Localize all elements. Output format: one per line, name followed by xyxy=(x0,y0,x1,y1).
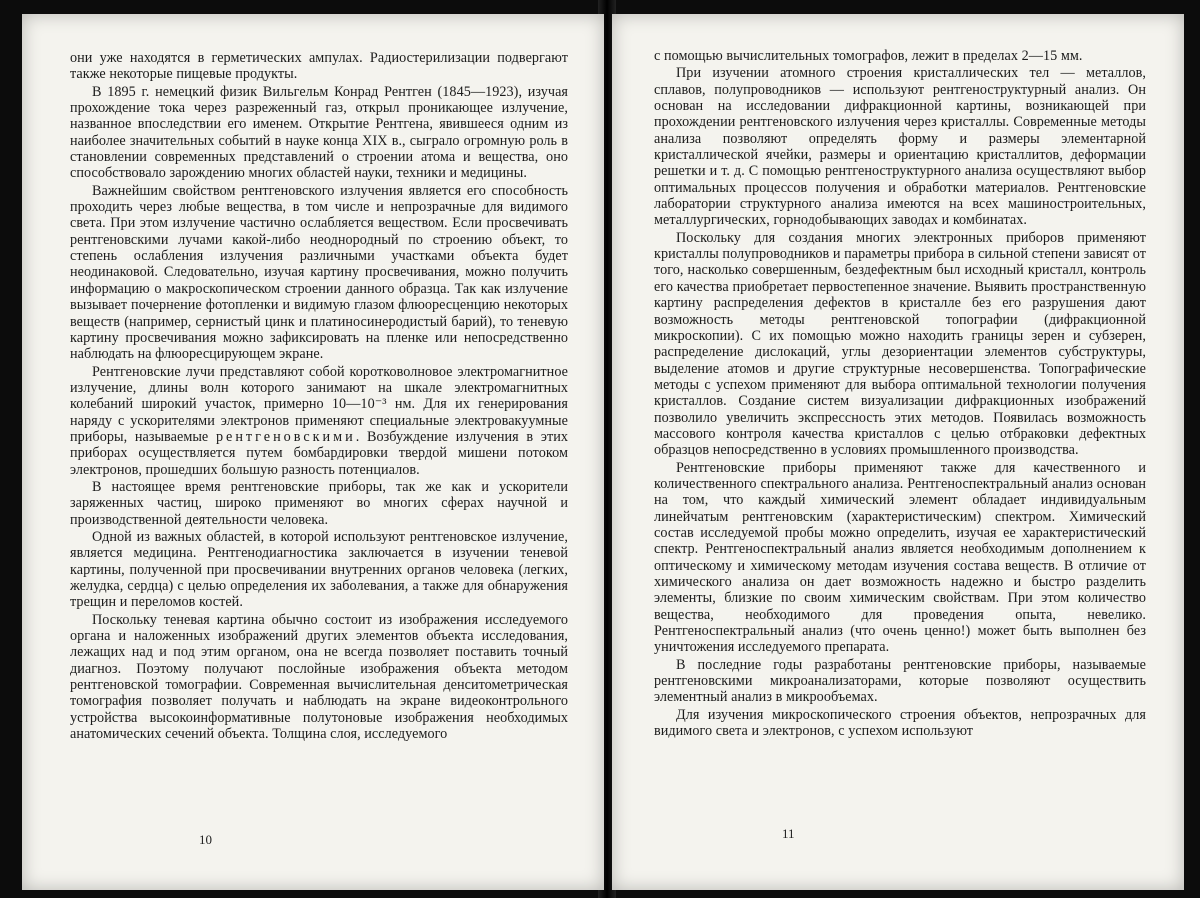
paragraph: с помощью вычислительных томографов, лежит в пределах 2—15 мм. xyxy=(654,48,1083,64)
paragraph: Одной из важных областей, в которой используют рентгеновское излучение, является медицина. Рентгенодиагностика заключается в изучении теневой картины, полученной при просвечивании внутренних органов человека (легких, желудка, сердца) с целью определения их заболевания, а также для обнаружения трещин и переломов костей. xyxy=(70,528,568,611)
paragraph: Важнейшим свойством рентгеновского излучения является его способность проходить через любые вещества, в том числе и непрозрачные для видимого света. При этом излучение частично ослабляется веществом. Если просвечивать рентгеновскими лучами какой-либо неоднородный по строению объект, то степень ослабления излучения различными участками объекта будет неодинаковой. Следовательно, изучая картину просвечивания, можно получить информацию о макроскопическом строении данного образца. Так как излучение вызывает почернение фотопленки и видимую глазом флюоресценцию некоторых веществ (например, сернистый цинк и платиносинеродистый барий), то теневую картину просвечивания можно зафиксировать на пленке или непосредственно наблюдать на флюоресцирующем экране. xyxy=(70,182,568,363)
text-run: Рентгеновские лучи представляют собой коротковолновое электромагнитное излучение, длины волн которого занимают на шкале электромагнитных колебаний широкий участок, примерно 10—10⁻³ нм. Для их генерирования наряду с ускорителями электронов применяют специальные электровакуумные приборы, называемые xyxy=(70,363,568,445)
right-page xyxy=(612,14,1184,890)
left-page xyxy=(22,14,604,890)
paragraph: В 1895 г. немецкий физик Вильгельм Конрад Рентген (1845—1923), изучая прохождение тока через разреженный газ, открыл проникающее излучение, названное впоследствии его именем. Открытие Рентгена, явившееся одним из наиболее значительных событий в науке конца XIX в., сыграло огромную роль в становлении современных представлений о строении атома и вещества, оно способствовало зарождению многих областей науки, техники и медицины. xyxy=(70,83,568,182)
paragraph: они уже находятся в герметических ампулах. Радиостерилизации подвергают также некоторые пищевые продукты. xyxy=(70,50,568,83)
left-page-text xyxy=(70,50,568,742)
paragraph: При изучении атомного строения кристаллических тел — металлов, сплавов, полупроводников — используют рентгеноструктурный анализ. Он основан на исследовании дифракционной картины, возникающей при прохождении рентгеновского излучения через кристаллы. Современные методы анализа позволяют определять форму и размеры элементарной кристаллической ячейки, размеры и ориентацию кристаллитов, деформации решетки и т. д. С помощью рентгеноструктурного анализа осуществляют выбор оптимальных процессов получения и обработки материалов. Рентгеновские лаборатории структурного анализа имеются на всех машиностроительных, металлургических, горнодобывающих заводах и комбинатах. xyxy=(654,65,1146,229)
spaced-term: рентгеновскими xyxy=(215,428,356,445)
page-number: 10 xyxy=(199,832,212,847)
paragraph: Поскольку для создания многих электронных приборов применяют кристаллы полупроводников и параметры прибора в сильной степени зависят от того, насколько совершенным, бездефектным был исходный кристалл, контроль его качества приобретает первостепенное значение. Выявить пространственную картину распределения дефектов в кристалле без его разрушения дают возможность методы рентгеновской топографии (дифракционной микроскопии). С их помощью можно находить границы зерен и субзерен, распределение дислокаций, углы дезориентации элементов субструктуры, выделение атомов и другие структурные несовершенства. Топографические методы с успехом применяют для выбора оптимальной технологии получения кристаллов. Создание систем визуализации дифракционных изображений позволило увеличить экспрессность этих методов. Появилась возможность массового контроля качества кристаллов с целью отбраковки дефектных образцов непосредственно в условиях промышленного производства. xyxy=(654,229,1146,459)
right-page-text xyxy=(654,48,1146,739)
paragraph: Рентгеновские приборы применяют также для качественного и количественного спектрального анализа. Рентгеноспектральный анализ основан на том, что каждый химический элемент обладает индивидуальным линейчатым рентгеновским (характеристическим) спектром. Химический состав исследуемой пробы можно определить, изучая ее характеристический спектр. Рентгеноспектральный анализ является необходимым дополнением к оптическому и химическому методам изучения состава веществ. В отличие от химического анализа он дает возможность надежно и быстро разделить элементы, близкие по своим химическим свойствам. При этом количество вещества, необходимого для проведения опыта, невелико. Рентгеноспектральный анализ (что очень ценно!) может быть выполнен без уничтожения исследуемого препарата. xyxy=(654,459,1146,656)
paragraph: Для изучения микроскопического строения объектов, непрозрачных для видимого света и электронов, с успехом используют xyxy=(654,706,1146,740)
paragraph: В последние годы разработаны рентгеновские приборы, называемые рентгеновскими микроанализаторами, которые позволяют осуществить элементный анализ в микрообъемах. xyxy=(654,656,1146,706)
paragraph: Поскольку теневая картина обычно состоит из изображения исследуемого органа и наложенных изображений других элементов объекта исследования, лежащих над и под этим органом, она не всегда позволяет поставить точный диагноз. Поэтому получают послойные изображения объекта методом рентгеновской томографии. Современная вычислительная денситометрическая томография позволяет получать и наблюдать на экране видеоконтрольного устройства высокоинформативные полутоновые изображения необходимых анатомических сечений объекта. Толщина слоя, исследуемого xyxy=(70,611,568,743)
text-run: . Возбуждение излучения в этих приборах осуществляется путем бомбардировки твердой мишени потоком электронов, прошедших большую разность потенциалов. xyxy=(70,428,568,478)
paragraph: В настоящее время рентгеновские приборы, так же как и ускорители заряженных частиц, широко применяют во многих сферах научной и производственной деятельности человека. xyxy=(70,478,568,528)
page-number: 11 xyxy=(782,826,795,841)
paragraph xyxy=(70,364,568,478)
